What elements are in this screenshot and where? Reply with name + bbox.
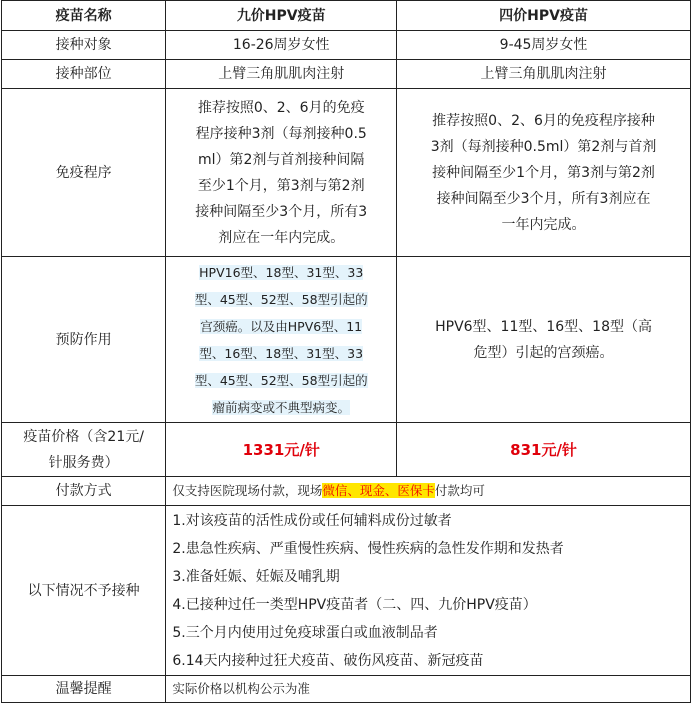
site-nine: 上臂三角肌肌肉注射 <box>166 60 397 89</box>
prevention-nine-line: 型、45型、52型、58型引起的 <box>194 291 368 307</box>
header-row <box>2 1 691 31</box>
schedule-row <box>2 89 691 257</box>
target-label: 接种对象 <box>2 31 166 60</box>
price-label-line: 疫苗价格（含21元/ <box>23 428 144 445</box>
prevention-four-line: HPV6型、11型、16型、18型（高 <box>435 318 652 335</box>
prevention-row <box>2 257 691 423</box>
schedule-nine-line: 至少1个月，第3剂与第2剂 <box>197 177 365 194</box>
schedule-nine-line: 接种间隔至少3个月，所有3 <box>195 203 368 220</box>
reminder-row <box>2 676 691 703</box>
target-row <box>2 31 691 60</box>
contra-label: 以下情况不予接种 <box>2 506 166 676</box>
schedule-nine-line: 程序接种3剂（每剂接种0.5 <box>195 125 367 142</box>
schedule-four-line: 3剂（每剂接种0.5ml）第2剂与首剂 <box>430 138 657 155</box>
price-row <box>2 423 691 477</box>
site-four: 上臂三角肌肌肉注射 <box>397 60 691 89</box>
payment-prefix: 仅支持医院现场付款，现场 <box>172 483 323 498</box>
prevention-four-line: 危型）引起的宫颈癌。 <box>473 344 614 361</box>
prevention-nine-line: 宫颈癌。以及由HPV6型、11 <box>200 318 363 334</box>
contra-item: 5.三个月内使用过免疫球蛋白或血液制品者 <box>172 624 438 641</box>
header-name: 疫苗名称 <box>2 1 166 31</box>
price-label-line: 针服务费） <box>48 454 119 471</box>
schedule-nine-line: 剂应在一年内完成。 <box>218 229 345 246</box>
price-nine: 1331元/针 <box>166 423 397 477</box>
reminder-text: 实际价格以机构公示为准 <box>166 676 691 703</box>
schedule-nine-line: 推荐按照0、2、6月的免疫 <box>197 99 365 116</box>
schedule-four-line: 一年内完成。 <box>501 216 586 233</box>
contra-item: 2.患急性疾病、严重慢性疾病、慢性疾病的急性发作期和发热者 <box>172 540 564 557</box>
schedule-four-line: 接种间隔至少3个月，所有3剂应在 <box>436 190 651 207</box>
schedule-four <box>397 89 691 257</box>
header-four-valent: 四价HPV疫苗 <box>397 1 691 31</box>
prevention-nine <box>166 257 397 423</box>
contra-list <box>166 506 691 676</box>
payment-suffix: 付款均可 <box>434 483 485 498</box>
contra-item: 3.准备妊娠、妊娠及哺乳期 <box>172 568 340 585</box>
contra-item: 6.14天内接种过狂犬疫苗、破伤风疫苗、新冠疫苗 <box>172 652 484 669</box>
vaccine-comparison-table <box>1 0 691 703</box>
schedule-four-line: 推荐按照0、2、6月的免疫程序接种 <box>432 112 655 129</box>
payment-text <box>166 477 691 506</box>
prevention-nine-line: HPV16型、18型、31型、33 <box>199 264 364 280</box>
prevention-four <box>397 257 691 423</box>
prevention-label: 预防作用 <box>2 257 166 423</box>
target-nine: 16-26周岁女性 <box>166 31 397 60</box>
target-four: 9-45周岁女性 <box>397 31 691 60</box>
reminder-label: 温馨提醒 <box>2 676 166 703</box>
prevention-nine-line: 型、45型、52型、58型引起的 <box>194 372 368 388</box>
contra-row <box>2 506 691 676</box>
site-row <box>2 60 691 89</box>
price-label <box>2 423 166 477</box>
contra-item: 4.已接种过任一类型HPV疫苗者（二、四、九价HPV疫苗） <box>172 596 537 613</box>
price-four: 831元/针 <box>397 423 691 477</box>
schedule-four-line: 接种间隔至少1个月，第3剂与第2剂 <box>432 164 655 181</box>
schedule-nine <box>166 89 397 257</box>
site-label: 接种部位 <box>2 60 166 89</box>
schedule-label: 免疫程序 <box>2 89 166 257</box>
prevention-nine-line: 型、16型、18型、31型、33 <box>199 345 364 361</box>
payment-methods: 微信、现金、医保卡 <box>322 483 435 498</box>
header-nine-valent: 九价HPV疫苗 <box>166 1 397 31</box>
payment-label: 付款方式 <box>2 477 166 506</box>
payment-row <box>2 477 691 506</box>
prevention-nine-line: 瘤前病变或不典型病变。 <box>212 399 350 415</box>
schedule-nine-line: ml）第2剂与首剂接种间隔 <box>198 151 365 168</box>
contra-item: 1.对该疫苗的活性成份或任何辅料成份过敏者 <box>172 512 452 529</box>
